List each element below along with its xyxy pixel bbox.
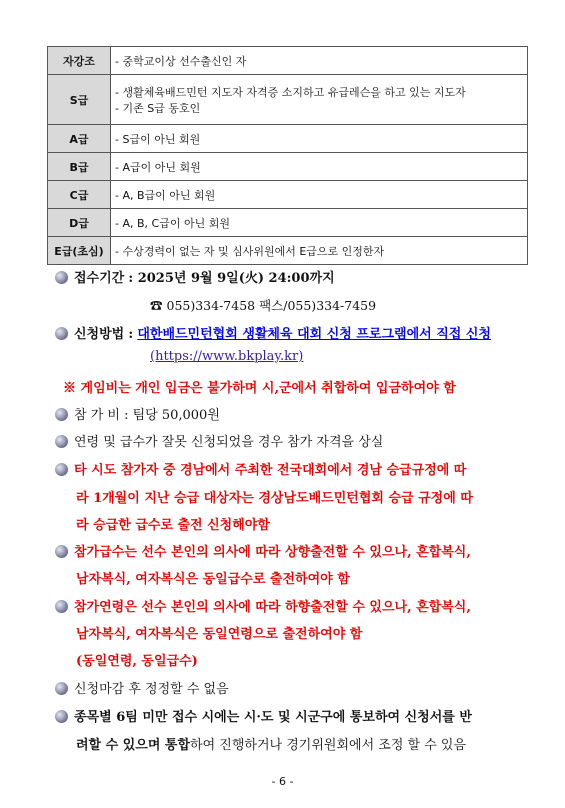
grade-description: [111, 153, 528, 181]
bullet-icon: [55, 682, 68, 695]
grade-row: [48, 47, 528, 75]
reception-line: [55, 267, 335, 286]
bullet-icon: [55, 600, 68, 613]
grade-label: 자강조: [48, 47, 111, 75]
region-rule-line-2: 라 1개월이 지난 승급 대상자는 경상남도배드민턴협회 승급 규정에 따: [76, 491, 473, 506]
bullet-icon: [55, 408, 68, 421]
grade-description: [111, 181, 528, 209]
bullet-icon: [55, 463, 68, 476]
apply-link[interactable]: 대한배드민턴협회 생활체육 대회 신청 프로그램에서 직접 신청: [137, 327, 491, 342]
grade-row: [48, 153, 528, 181]
apply-colon: :: [128, 327, 134, 342]
apply-url-line: [150, 349, 303, 364]
grade-rule-line-2: 남자복식, 여자복식은 동일급수로 출전하여야 함: [76, 572, 350, 587]
grade-description-line: - A, B급이 아닌 회원: [115, 188, 216, 202]
grade-label: S급: [48, 75, 111, 125]
contact-line: [150, 296, 376, 314]
merge-rule-rest: 하여 진행하거나 경기위원회에서 조정 할 수 있음: [190, 738, 467, 753]
page-number: - 6 -: [271, 775, 294, 788]
grade-description: [111, 47, 528, 75]
grade-table: [47, 46, 528, 265]
grade-description-line: - A급이 아닌 회원: [115, 160, 201, 174]
agegroup-rule-text-1: 참가연령은 선수 본인의 의사에 따라 하향출전할 수 있으나, 혼합복식,: [74, 600, 471, 615]
grade-rule-text-1: 참가급수는 선수 본인의 의사에 따라 상향출전할 수 있으나, 혼합복식,: [74, 545, 471, 560]
apply-label: 신청방법: [74, 327, 125, 342]
merge-rule-line-2: [76, 734, 466, 753]
agegroup-rule-line-3: (동일연령, 동일급수): [76, 654, 198, 669]
reception-value: : 2025년 9월 9일(火) 24:00까지: [128, 271, 335, 286]
grade-row: [48, 237, 528, 265]
grade-row: [48, 181, 528, 209]
contact-text: 055)334-7458 팩스/055)334-7459: [162, 298, 377, 313]
grade-label: E급(초심): [48, 237, 111, 265]
grade-description-line: - 기존 S급 동호인: [115, 101, 201, 115]
grade-label: D급: [48, 209, 111, 237]
no-change-text: 신청마감 후 정정할 수 없음: [74, 682, 229, 697]
region-rule-text-1: 타 시도 참가자 중 경남에서 주최한 전국대회에서 경남 승급규정에 따: [74, 463, 467, 478]
reception-label: 접수기간: [74, 271, 125, 286]
age-rule-text: 연령 및 급수가 잘못 신청되었을 경우 참가 자격을 상실: [74, 435, 384, 450]
grade-row: [48, 125, 528, 153]
merge-rule-line-1: [55, 706, 472, 725]
grade-description: [111, 125, 528, 153]
fee-text: 참 가 비 : 팀당 50,000원: [74, 408, 220, 423]
agegroup-rule-line-2: 남자복식, 여자복식은 동일연령으로 출전하여야 함: [76, 627, 363, 642]
grade-description-line: - 수상경력이 없는 자 및 심사위원에서 E급으로 인정한자: [115, 244, 385, 258]
grade-description-line: - S급이 아닌 회원: [115, 132, 201, 146]
grade-description-line: - 생활체육배드민턴 지도자 자격증 소지하고 유급레슨을 하고 있는 지도자: [115, 85, 466, 99]
phone-icon: ☎: [150, 298, 163, 313]
apply-line: [55, 323, 491, 342]
grade-label: C급: [48, 181, 111, 209]
bullet-icon: [55, 545, 68, 558]
grade-label: A급: [48, 125, 111, 153]
grade-rule-line-1: [55, 541, 471, 560]
grade-description-line: - 중학교이상 선수출신인 자: [115, 54, 247, 68]
grade-description: [111, 237, 528, 265]
grade-row: [48, 75, 528, 125]
grade-description: [111, 75, 528, 125]
bullet-icon: [55, 435, 68, 448]
bullet-icon: [55, 710, 68, 723]
bullet-icon: [55, 327, 68, 340]
merge-rule-text-1: 종목별 6팀 미만 접수 시에는 시·도 및 시군구에 통보하여 신청서를 반: [74, 710, 472, 725]
grade-description-line: - A, B, C급이 아닌 회원: [115, 216, 230, 230]
age-rule-line: [55, 431, 383, 450]
apply-url[interactable]: (https://www.bkplay.kr): [150, 349, 304, 364]
region-rule-line-3: 라 승급한 급수로 출전 신청해야함: [76, 518, 270, 533]
grade-description: [111, 209, 528, 237]
agegroup-rule-line-1: [55, 596, 471, 615]
fee-line: [55, 404, 220, 423]
region-rule-line-1: [55, 459, 466, 478]
no-change-line: [55, 678, 229, 697]
merge-rule-bold: 려할 수 있으며 통합: [76, 738, 191, 753]
bullet-icon: [55, 271, 68, 284]
payment-note: ※ 게임비는 개인 입금은 불가하며 시,군에서 취합하여 입금하여야 함: [63, 381, 456, 396]
grade-row: [48, 209, 528, 237]
grade-label: B급: [48, 153, 111, 181]
